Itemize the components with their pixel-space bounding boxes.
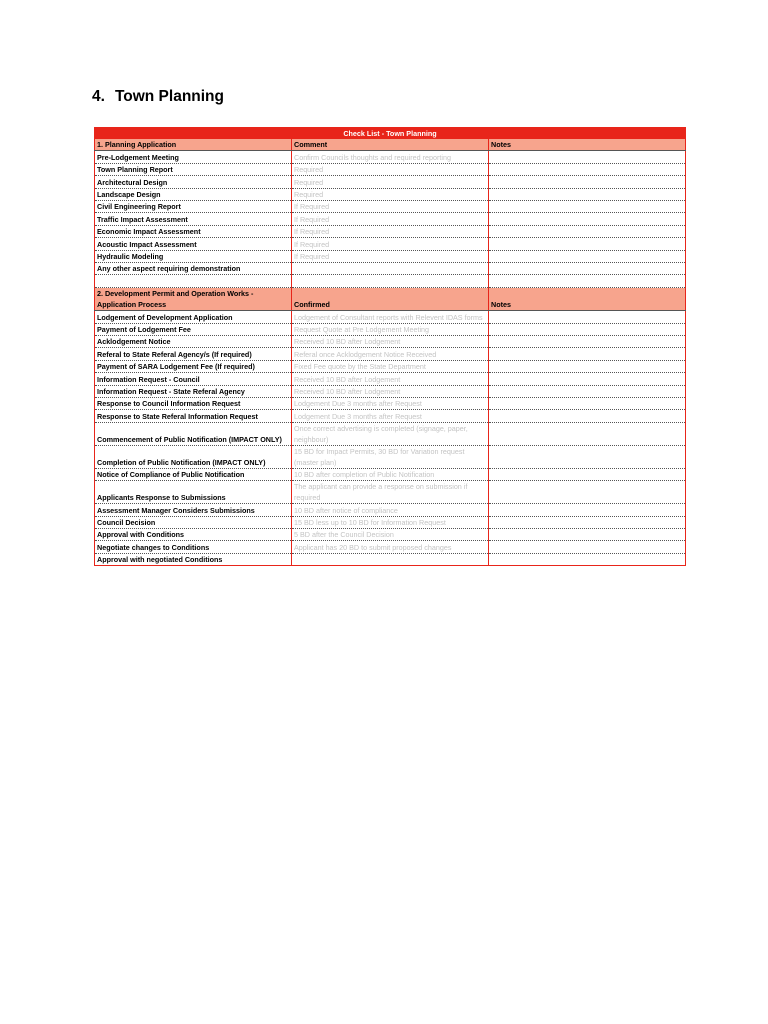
part2-header-row <box>95 288 686 311</box>
row-comment: Confirm Councils thoughts and required reporting <box>292 151 489 163</box>
row-notes <box>489 528 686 540</box>
part1-header-item: 1. Planning Application <box>95 139 292 151</box>
table-row <box>95 151 686 163</box>
row-notes <box>489 151 686 163</box>
row-item: Approval with Conditions <box>95 528 292 540</box>
row-item: Landscape Design <box>95 188 292 200</box>
table-row <box>95 200 686 212</box>
row-notes <box>489 553 686 565</box>
row-notes <box>489 225 686 237</box>
row-notes <box>489 262 686 274</box>
row-comment: If Required <box>292 200 489 212</box>
row-comment: 15 BD for Impact Permits, 30 BD for Variation request (master plan) <box>292 445 489 468</box>
row-comment: Once correct advertising is completed (signage, paper, neighbour) <box>292 422 489 445</box>
table-row <box>95 553 686 565</box>
part2-header-item: 2. Development Permit and Operation Works - Application Process <box>95 288 292 311</box>
table-title: Check List - Town Planning <box>95 128 686 140</box>
row-item: Approval with negotiated Conditions <box>95 553 292 565</box>
table-row <box>95 373 686 385</box>
row-notes <box>489 360 686 372</box>
table-row <box>95 176 686 188</box>
row-item: Information Request - Council <box>95 373 292 385</box>
table-row <box>95 311 686 323</box>
table-row <box>95 360 686 372</box>
spacer-cell <box>292 275 489 288</box>
row-comment: 10 BD after completion of Public Notification <box>292 468 489 480</box>
row-item: Town Planning Report <box>95 163 292 175</box>
row-comment: Referal once Acklodgement Notice Received <box>292 348 489 360</box>
row-notes <box>489 385 686 397</box>
row-comment: Received 10 BD after Lodgement <box>292 385 489 397</box>
table-row <box>95 504 686 516</box>
row-comment: 5 BD after the Council Decision <box>292 528 489 540</box>
row-comment: Required <box>292 176 489 188</box>
row-notes <box>489 504 686 516</box>
row-item: Hydraulic Modeling <box>95 250 292 262</box>
table-row <box>95 163 686 175</box>
table-row <box>95 422 686 445</box>
row-notes <box>489 398 686 410</box>
row-item: Notice of Compliance of Public Notification <box>95 468 292 480</box>
row-comment: If Required <box>292 250 489 262</box>
row-item: Payment of Lodgement Fee <box>95 323 292 335</box>
table-row <box>95 445 686 468</box>
row-notes <box>489 481 686 504</box>
section-spacer-row <box>95 275 686 288</box>
row-comment: 15 BD less up to 10 BD for Information Request <box>292 516 489 528</box>
row-notes <box>489 213 686 225</box>
table-row <box>95 385 686 397</box>
row-comment <box>292 553 489 565</box>
table-row <box>95 225 686 237</box>
row-comment: Lodgement Due 3 months after Request <box>292 398 489 410</box>
part1-header-comment: Comment <box>292 139 489 151</box>
row-item: Information Request - State Referal Agency <box>95 385 292 397</box>
table-row <box>95 348 686 360</box>
section-number: 4. <box>92 88 105 105</box>
table-row <box>95 528 686 540</box>
row-notes <box>489 348 686 360</box>
row-comment: If Required <box>292 238 489 250</box>
row-comment: The applicant can provide a response on submission if required <box>292 481 489 504</box>
row-notes <box>489 238 686 250</box>
row-comment: Required <box>292 163 489 175</box>
part1-header-row <box>95 139 686 151</box>
table-row <box>95 213 686 225</box>
row-item: Acklodgement Notice <box>95 336 292 348</box>
table-row <box>95 250 686 262</box>
row-item: Lodgement of Development Application <box>95 311 292 323</box>
town-planning-checklist-table <box>94 127 686 566</box>
row-item: Architectural Design <box>95 176 292 188</box>
row-comment: Request Quote at Pre Lodgement Meeting <box>292 323 489 335</box>
section-heading <box>92 88 224 106</box>
row-comment: Required <box>292 188 489 200</box>
row-notes <box>489 163 686 175</box>
row-notes <box>489 200 686 212</box>
row-notes <box>489 541 686 553</box>
row-notes <box>489 188 686 200</box>
spacer-cell <box>489 275 686 288</box>
table-row <box>95 516 686 528</box>
row-comment: Fixed Fee quote by the State Department <box>292 360 489 372</box>
table-row <box>95 262 686 274</box>
row-notes <box>489 410 686 422</box>
row-item: Commencement of Public Notification (IMPACT ONLY) <box>95 422 292 445</box>
table-row <box>95 410 686 422</box>
table-row <box>95 398 686 410</box>
row-notes <box>489 468 686 480</box>
row-notes <box>489 422 686 445</box>
row-item: Response to State Referal Information Request <box>95 410 292 422</box>
row-item: Completion of Public Notification (IMPACT ONLY) <box>95 445 292 468</box>
row-item: Economic Impact Assessment <box>95 225 292 237</box>
table-row <box>95 188 686 200</box>
table-title-row <box>95 128 686 140</box>
row-comment: Lodgement Due 3 months after Request <box>292 410 489 422</box>
row-item: Assessment Manager Considers Submissions <box>95 504 292 516</box>
row-comment: Applicant has 20 BD to submit proposed changes <box>292 541 489 553</box>
row-item: Response to Council Information Request <box>95 398 292 410</box>
row-item: Council Decision <box>95 516 292 528</box>
table-row <box>95 541 686 553</box>
table-row <box>95 481 686 504</box>
row-item: Traffic Impact Assessment <box>95 213 292 225</box>
row-notes <box>489 311 686 323</box>
row-notes <box>489 176 686 188</box>
row-item: Pre-Lodgement Meeting <box>95 151 292 163</box>
row-comment: Received 10 BD after Lodgement <box>292 373 489 385</box>
row-item: Civil Engineering Report <box>95 200 292 212</box>
row-item: Referal to State Referal Agency/s (If required) <box>95 348 292 360</box>
spacer-cell <box>95 275 292 288</box>
row-notes <box>489 373 686 385</box>
row-comment: 10 BD after notice of compliance <box>292 504 489 516</box>
row-item: Payment of SARA Lodgement Fee (If required) <box>95 360 292 372</box>
row-notes <box>489 323 686 335</box>
row-item: Acoustic Impact Assessment <box>95 238 292 250</box>
table-row <box>95 336 686 348</box>
row-comment: If Required <box>292 213 489 225</box>
table-row <box>95 468 686 480</box>
row-notes <box>489 336 686 348</box>
row-notes <box>489 445 686 468</box>
section-title: Town Planning <box>114 88 224 105</box>
part1-header-notes: Notes <box>489 139 686 151</box>
part2-header-notes: Notes <box>489 288 686 311</box>
table-row <box>95 238 686 250</box>
row-comment: Lodgement of Consultant reports with Relevent IDAS forms <box>292 311 489 323</box>
row-comment <box>292 262 489 274</box>
row-notes <box>489 516 686 528</box>
row-item: Negotiate changes to Conditions <box>95 541 292 553</box>
row-comment: Received 10 BD after Lodgement <box>292 336 489 348</box>
row-notes <box>489 250 686 262</box>
row-item: Applicants Response to Submissions <box>95 481 292 504</box>
part2-header-confirmed: Confirmed <box>292 288 489 311</box>
row-comment: If Required <box>292 225 489 237</box>
row-item: Any other aspect requiring demonstration <box>95 262 292 274</box>
table-row <box>95 323 686 335</box>
